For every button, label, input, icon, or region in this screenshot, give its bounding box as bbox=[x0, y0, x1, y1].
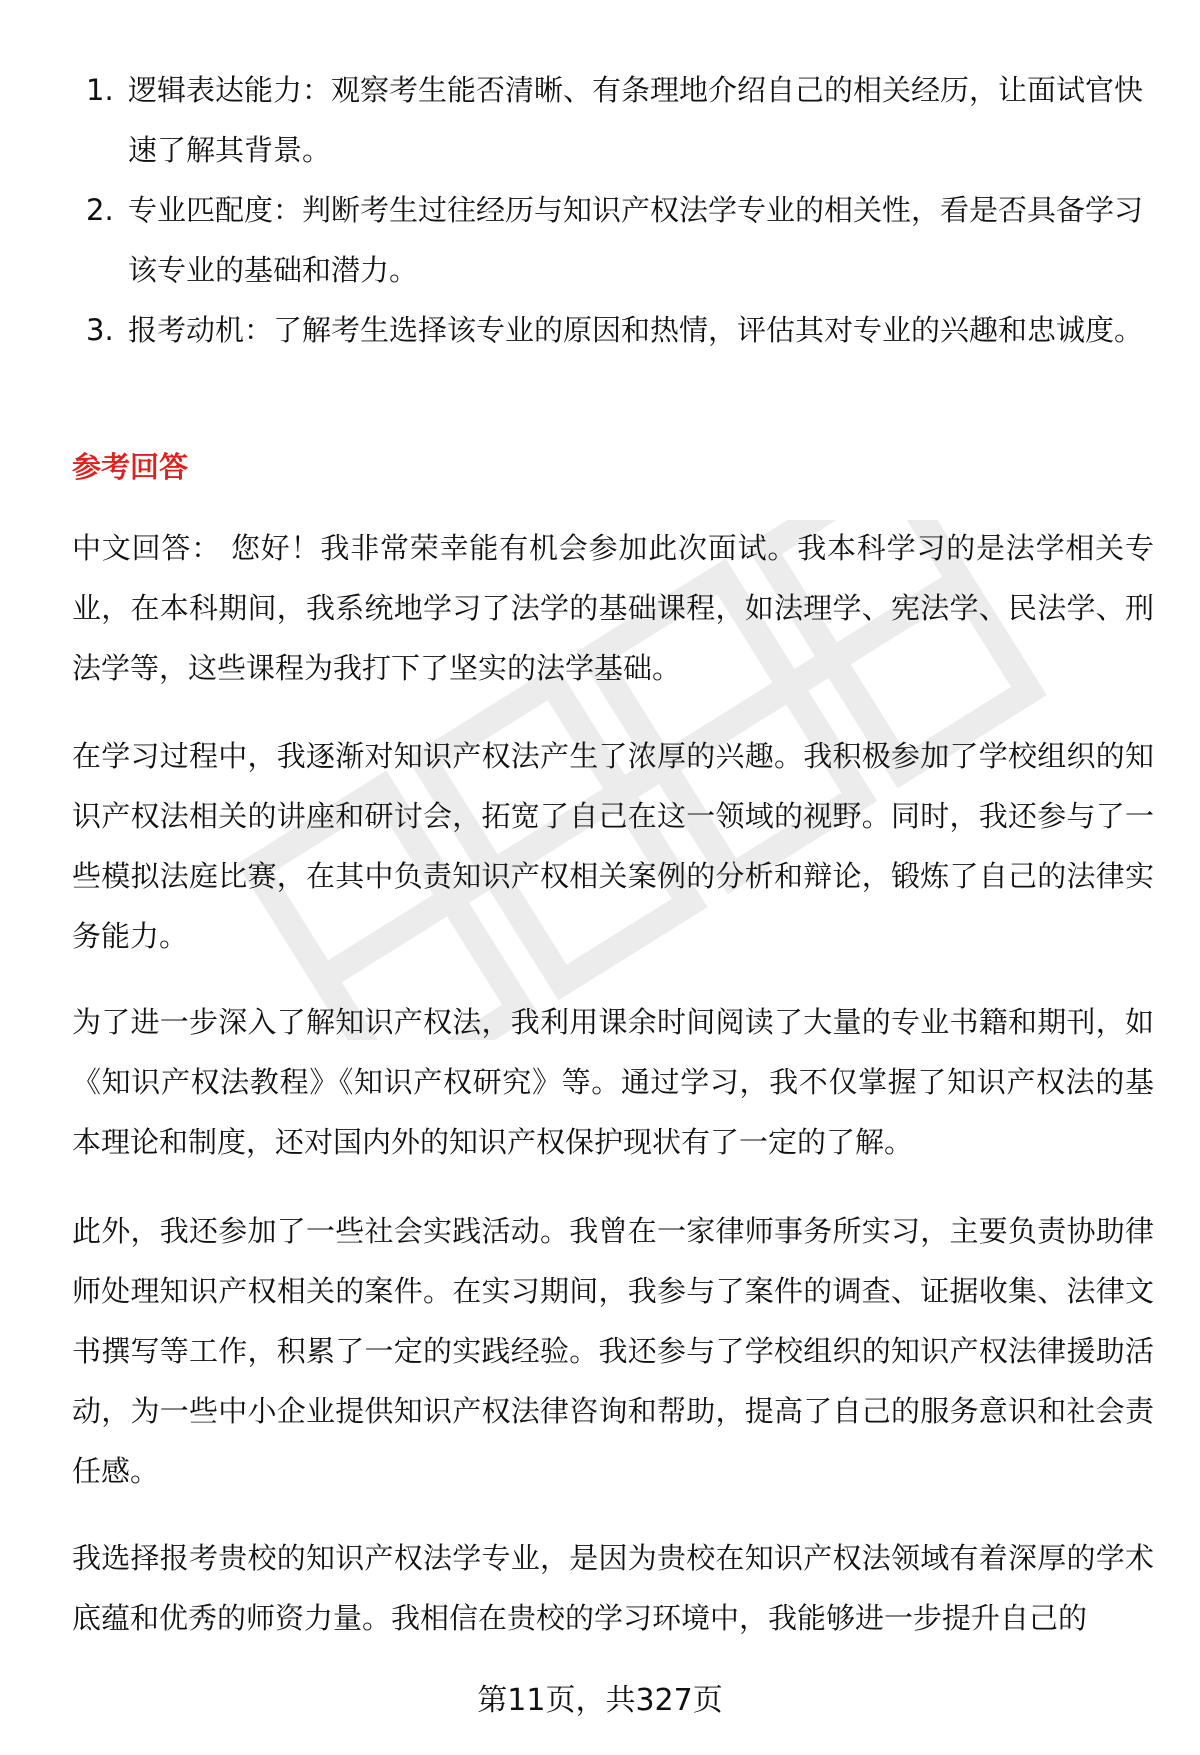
page-number-footer: 第11页，共327页 bbox=[477, 1683, 723, 1718]
answer-paragraph: 在学习过程中，我逐渐对知识产权法产生了浓厚的兴趣。我积极参加了学校组织的知识产权法相关的讲座和研讨会，拓宽了自己在这一领域的视野。同时，我还参与了一些模拟法庭比赛，在其中负责知识产权相关案例的分析和辩论，锻炼了自己的法律实务能力。 bbox=[72, 739, 1154, 953]
list-item-number: 2. bbox=[86, 193, 114, 227]
list-item-text: 报考动机：了解考生选择该专业的原因和热情，评估其对专业的兴趣和忠诚度。 bbox=[128, 313, 1144, 347]
answer-paragraph: 此外，我还参加了一些社会实践活动。我曾在一家律师事务所实习，主要负责协助律师处理知识产权相关的案件。在实习期间，我参与了案件的调查、证据收集、法律文书撰写等工作，积累了一定的实践经验。我还参与了学校组织的知识产权法律援助活动，为一些中小企业提供知识产权法律咨询和帮助，提高了自己的服务意识和社会责任感。 bbox=[72, 1214, 1154, 1488]
list-item-number: 3. bbox=[86, 313, 114, 347]
section-heading: 参考回答 bbox=[72, 450, 189, 484]
list-item-text: 专业匹配度：判断考生过往经历与知识产权法学专业的相关性，看是否具备学习该专业的基础和潜力。 bbox=[128, 193, 1144, 287]
list-item bbox=[70, 180, 1150, 300]
list-item-number: 1. bbox=[86, 73, 114, 107]
list-item bbox=[70, 60, 1150, 180]
answer-paragraph: 中文回答： 您好！我非常荣幸能有机会参加此次面试。我本科学习的是法学相关专业，在本科期间，我系统地学习了法学的基础课程，如法理学、宪法学、民法学、刑法学等，这些课程为我打下了坚实的法学基础。 bbox=[72, 531, 1154, 685]
evaluation-criteria-list bbox=[70, 60, 1150, 360]
list-item bbox=[70, 300, 1150, 360]
answer-paragraph: 我选择报考贵校的知识产权法学专业，是因为贵校在知识产权法领域有着深厚的学术底蕴和优秀的师资力量。我相信在贵校的学习环境中，我能够进一步提升自己的 bbox=[72, 1541, 1154, 1635]
answer-paragraph: 为了进一步深入了解知识产权法，我利用课余时间阅读了大量的专业书籍和期刊，如《知识产权法教程》《知识产权研究》等。通过学习，我不仅掌握了知识产权法的基本理论和制度，还对国内外的知识产权保护现状有了一定的了解。 bbox=[72, 1005, 1154, 1159]
list-item-text: 逻辑表达能力：观察考生能否清晰、有条理地介绍自己的相关经历，让面试官快速了解其背景。 bbox=[128, 73, 1144, 167]
